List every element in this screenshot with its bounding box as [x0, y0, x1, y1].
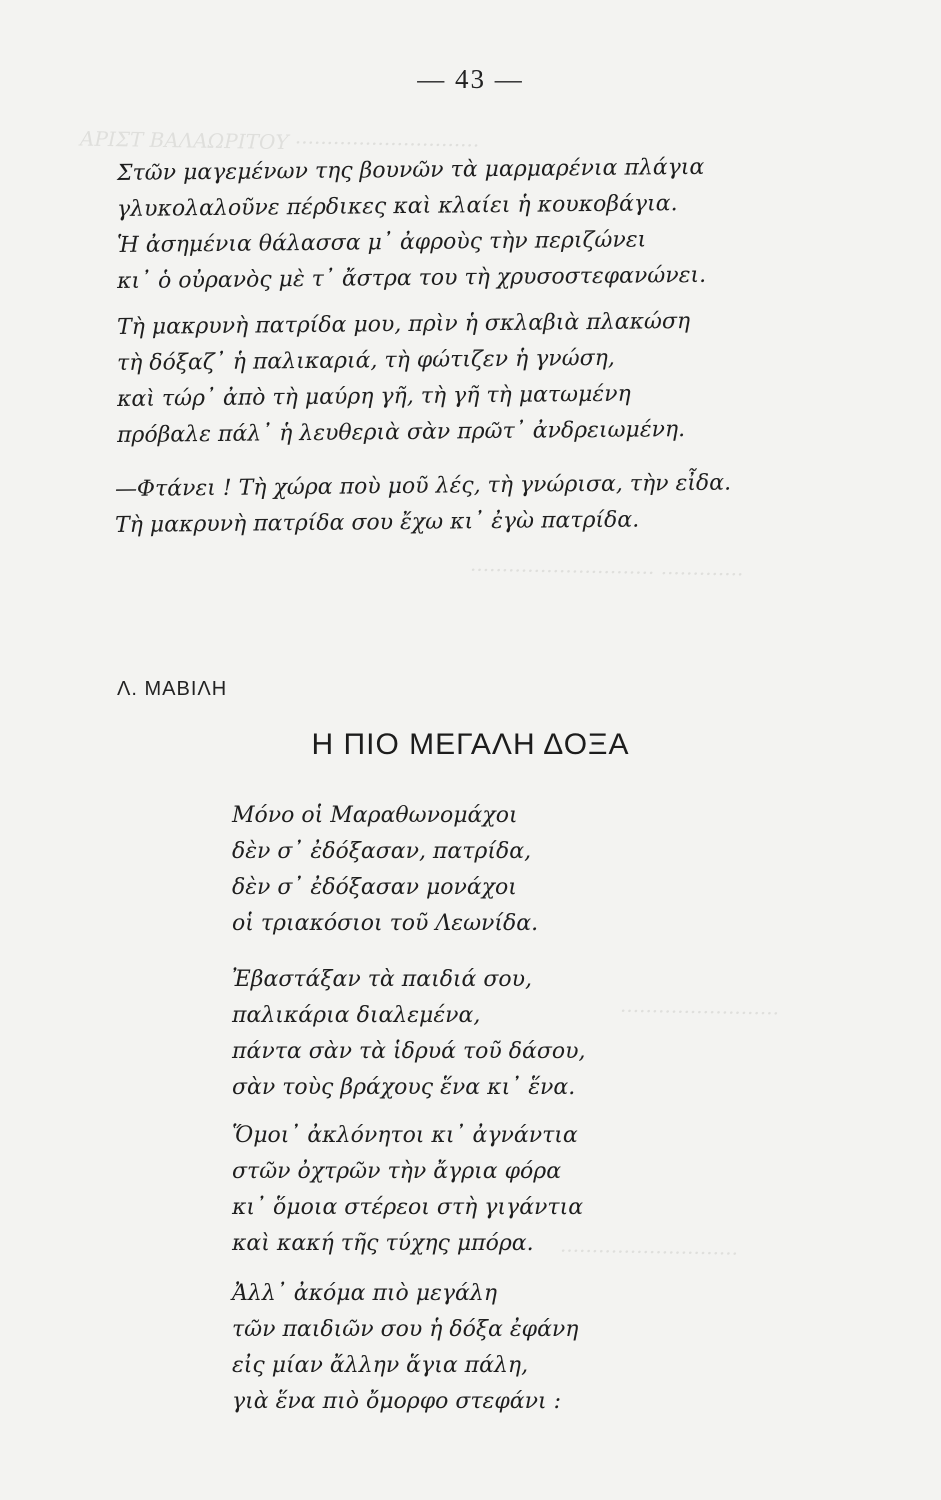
verse-line: Ἐβαστάξαν τὰ παιδιά σου, — [232, 967, 533, 992]
verse-line: Τὴ μακρυνὴ πατρίδα σου ἔχω κι᾿ ἐγὼ πατρίδα. — [114, 507, 640, 538]
show-through-text: ························· — [619, 998, 780, 1026]
poem-author: Λ. ΜΑΒΙΛΗ — [117, 678, 228, 700]
show-through-text: ····························· ············· — [469, 557, 744, 587]
verse-line: πρόβαλε πάλ᾿ ἡ λευθεριὰ σὰν πρῶτ᾿ ἀνδρειωμένη. — [116, 417, 686, 448]
verse-line: οἱ τριακόσιοι τοῦ Λεωνίδα. — [232, 911, 539, 936]
stanza — [232, 962, 586, 1106]
poem-title: Η ΠΙΟ ΜΕΓΑΛΗ ΔΟΞΑ — [311, 728, 630, 761]
stanza — [117, 156, 706, 300]
verse-line: δὲν σ᾿ ἐδόξασαν, πατρίδα, — [232, 839, 532, 864]
stanza — [117, 310, 690, 454]
stanza — [232, 798, 538, 942]
stanza — [232, 1118, 583, 1262]
show-through-text: ΑΡΙΣΤ ΒΑΛΑΩΡΙΤΟΥ ····························· — [79, 126, 480, 158]
stanza — [232, 1276, 578, 1420]
verse-line: Ἀλλ᾿ ἀκόμα πιὸ μεγάλη — [232, 1281, 497, 1306]
verse-line: τὴ δόξαζ᾿ ἡ παλικαριά, τὴ φώτιζεν ἡ γνώση, — [116, 345, 615, 376]
verse-line: κι᾿ ὁ οὐρανὸς μὲ τ᾿ ἄστρα του τὴ χρυσοστεφανώνει. — [116, 262, 707, 294]
verse-line: εἰς μίαν ἄλλην ἅγια πάλη, — [232, 1353, 529, 1378]
verse-line: κι᾿ ὅμοια στέρεοι στὴ γιγάντια — [232, 1195, 584, 1220]
verse-line: καὶ κακή τῆς τύχης μπόρα. — [232, 1231, 534, 1256]
verse-line: Τὴ μακρυνὴ πατρίδα μου, πρὶν ἡ σκλαβιὰ πλακώση — [116, 308, 691, 340]
show-through-text: ···························· — [559, 1238, 739, 1266]
verse-line: Ὅμοι᾿ ἀκλόνητοι κι᾿ ἀγνάντια — [232, 1123, 578, 1148]
verse-line: σὰν τοὺς βράχους ἕνα κι᾿ ἕνα. — [232, 1075, 576, 1100]
verse-line: στῶν ὀχτρῶν τὴν ἄγρια φόρα — [232, 1159, 562, 1184]
verse-line: καὶ τώρ᾿ ἀπὸ τὴ μαύρη γῆ, τὴ γῆ τὴ ματωμένη — [116, 381, 631, 412]
verse-line: Μόνο οἱ Μαραθωνομάχοι — [232, 803, 518, 828]
verse-line: Ἡ ἀσημένια θάλασσα μ᾿ ἀφροὺς τὴν περιζώνει — [116, 227, 647, 258]
verse-line: δὲν σ᾿ ἐδόξασαν μονάχοι — [232, 875, 517, 900]
verse-line: παλικάρια διαλεμένα, — [232, 1003, 481, 1028]
stanza — [115, 472, 731, 544]
verse-line: γλυκολαλοῦνε πέρδικες καὶ κλαίει ἡ κουκοβάγια. — [116, 191, 678, 222]
page-number: — 43 — — [417, 64, 524, 94]
verse-line: γιὰ ἕνα πιὸ ὄμορφο στεφάνι : — [232, 1389, 562, 1414]
verse-line: Στῶν μαγεμένων της βουνῶν τὰ μαρμαρένια πλάγια — [116, 154, 705, 186]
verse-line: πάντα σὰν τὰ ἱδρυά τοῦ δάσου, — [232, 1039, 586, 1064]
verse-line: τῶν παιδιῶν σου ἡ δόξα ἐφάνη — [232, 1317, 579, 1342]
verse-line: —Φτάνει ! Τὴ χώρα ποὺ μοῦ λές, τὴ γνώρισα, τὴν εἶδα. — [114, 470, 732, 502]
